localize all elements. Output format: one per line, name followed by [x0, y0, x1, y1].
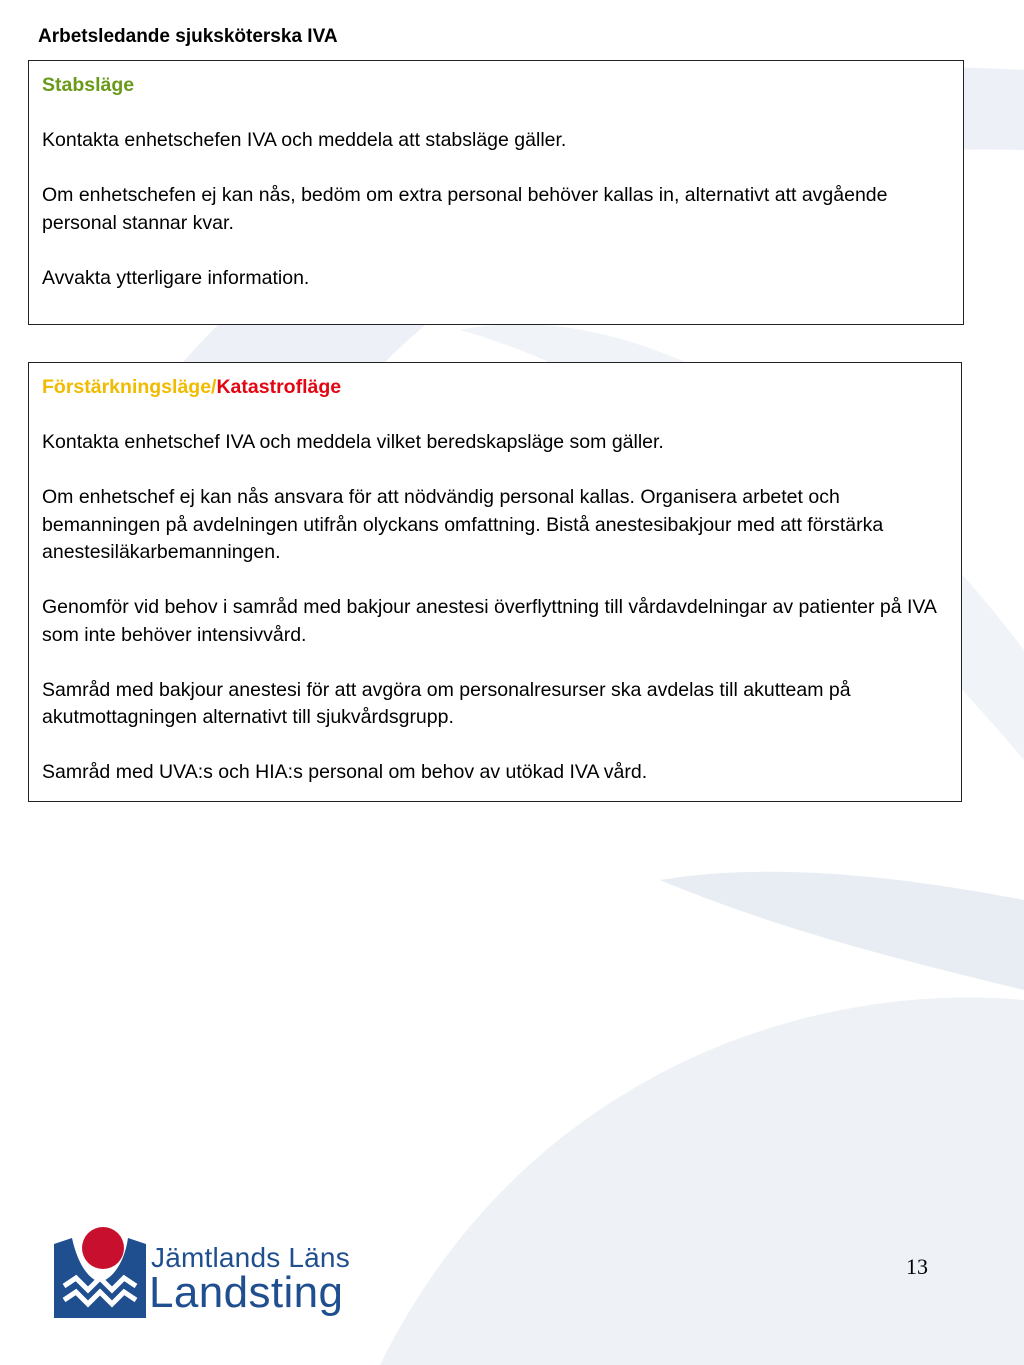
box2-paragraph: Genomför vid behov i samråd med bakjour anestesi överflyttning till vårdavdelningar av patienter på IVA som inte behöver intensivvård.	[42, 596, 936, 646]
stabslage-box	[28, 60, 964, 325]
box1-paragraph: Kontakta enhetschefen IVA och meddela att stabsläge gäller.	[42, 129, 567, 151]
box2-paragraph: Kontakta enhetschef IVA och meddela vilket beredskapsläge som gäller.	[42, 431, 664, 453]
forstarkningslage-heading	[42, 374, 947, 402]
box2-paragraph: Om enhetschef ej kan nås ansvara för att nödvändig personal kallas. Organisera arbetet och bemanningen på avdelningen utifrån olyckans omfattning. Bistå anestesibakjour med att förstärka anestesiläkarbemanningen.	[42, 486, 884, 563]
forstarkningslage-label: Förstärkningsläge/	[42, 376, 217, 398]
logo-text-line2: Landsting	[149, 1268, 344, 1317]
organization-logo	[52, 1226, 362, 1326]
forstarkningslage-box	[28, 362, 962, 802]
box2-paragraph: Samråd med bakjour anestesi för att avgöra om personalresurser ska avdelas till akutteam på akutmottagningen alternativt till sjukvårdsgrupp.	[42, 678, 851, 728]
stabslage-heading: Stabsläge	[42, 74, 135, 96]
box2-paragraph: Samråd med UVA:s och HIA:s personal om behov av utökad IVA vård.	[42, 761, 648, 783]
katastroflage-label: Katastrofläge	[216, 376, 342, 398]
box1-paragraph: Avvakta ytterligare information.	[42, 266, 310, 289]
logo-mark-icon	[52, 1226, 148, 1326]
page-number: 13	[906, 1254, 928, 1279]
page-title: Arbetsledande sjuksköterska IVA	[38, 26, 338, 47]
box1-paragraph: Om enhetschefen ej kan nås, bedöm om extra personal behöver kallas in, alternativt att avgående personal stannar kvar.	[42, 184, 888, 234]
logo-text-line1: Jämtlands Läns	[151, 1242, 350, 1273]
